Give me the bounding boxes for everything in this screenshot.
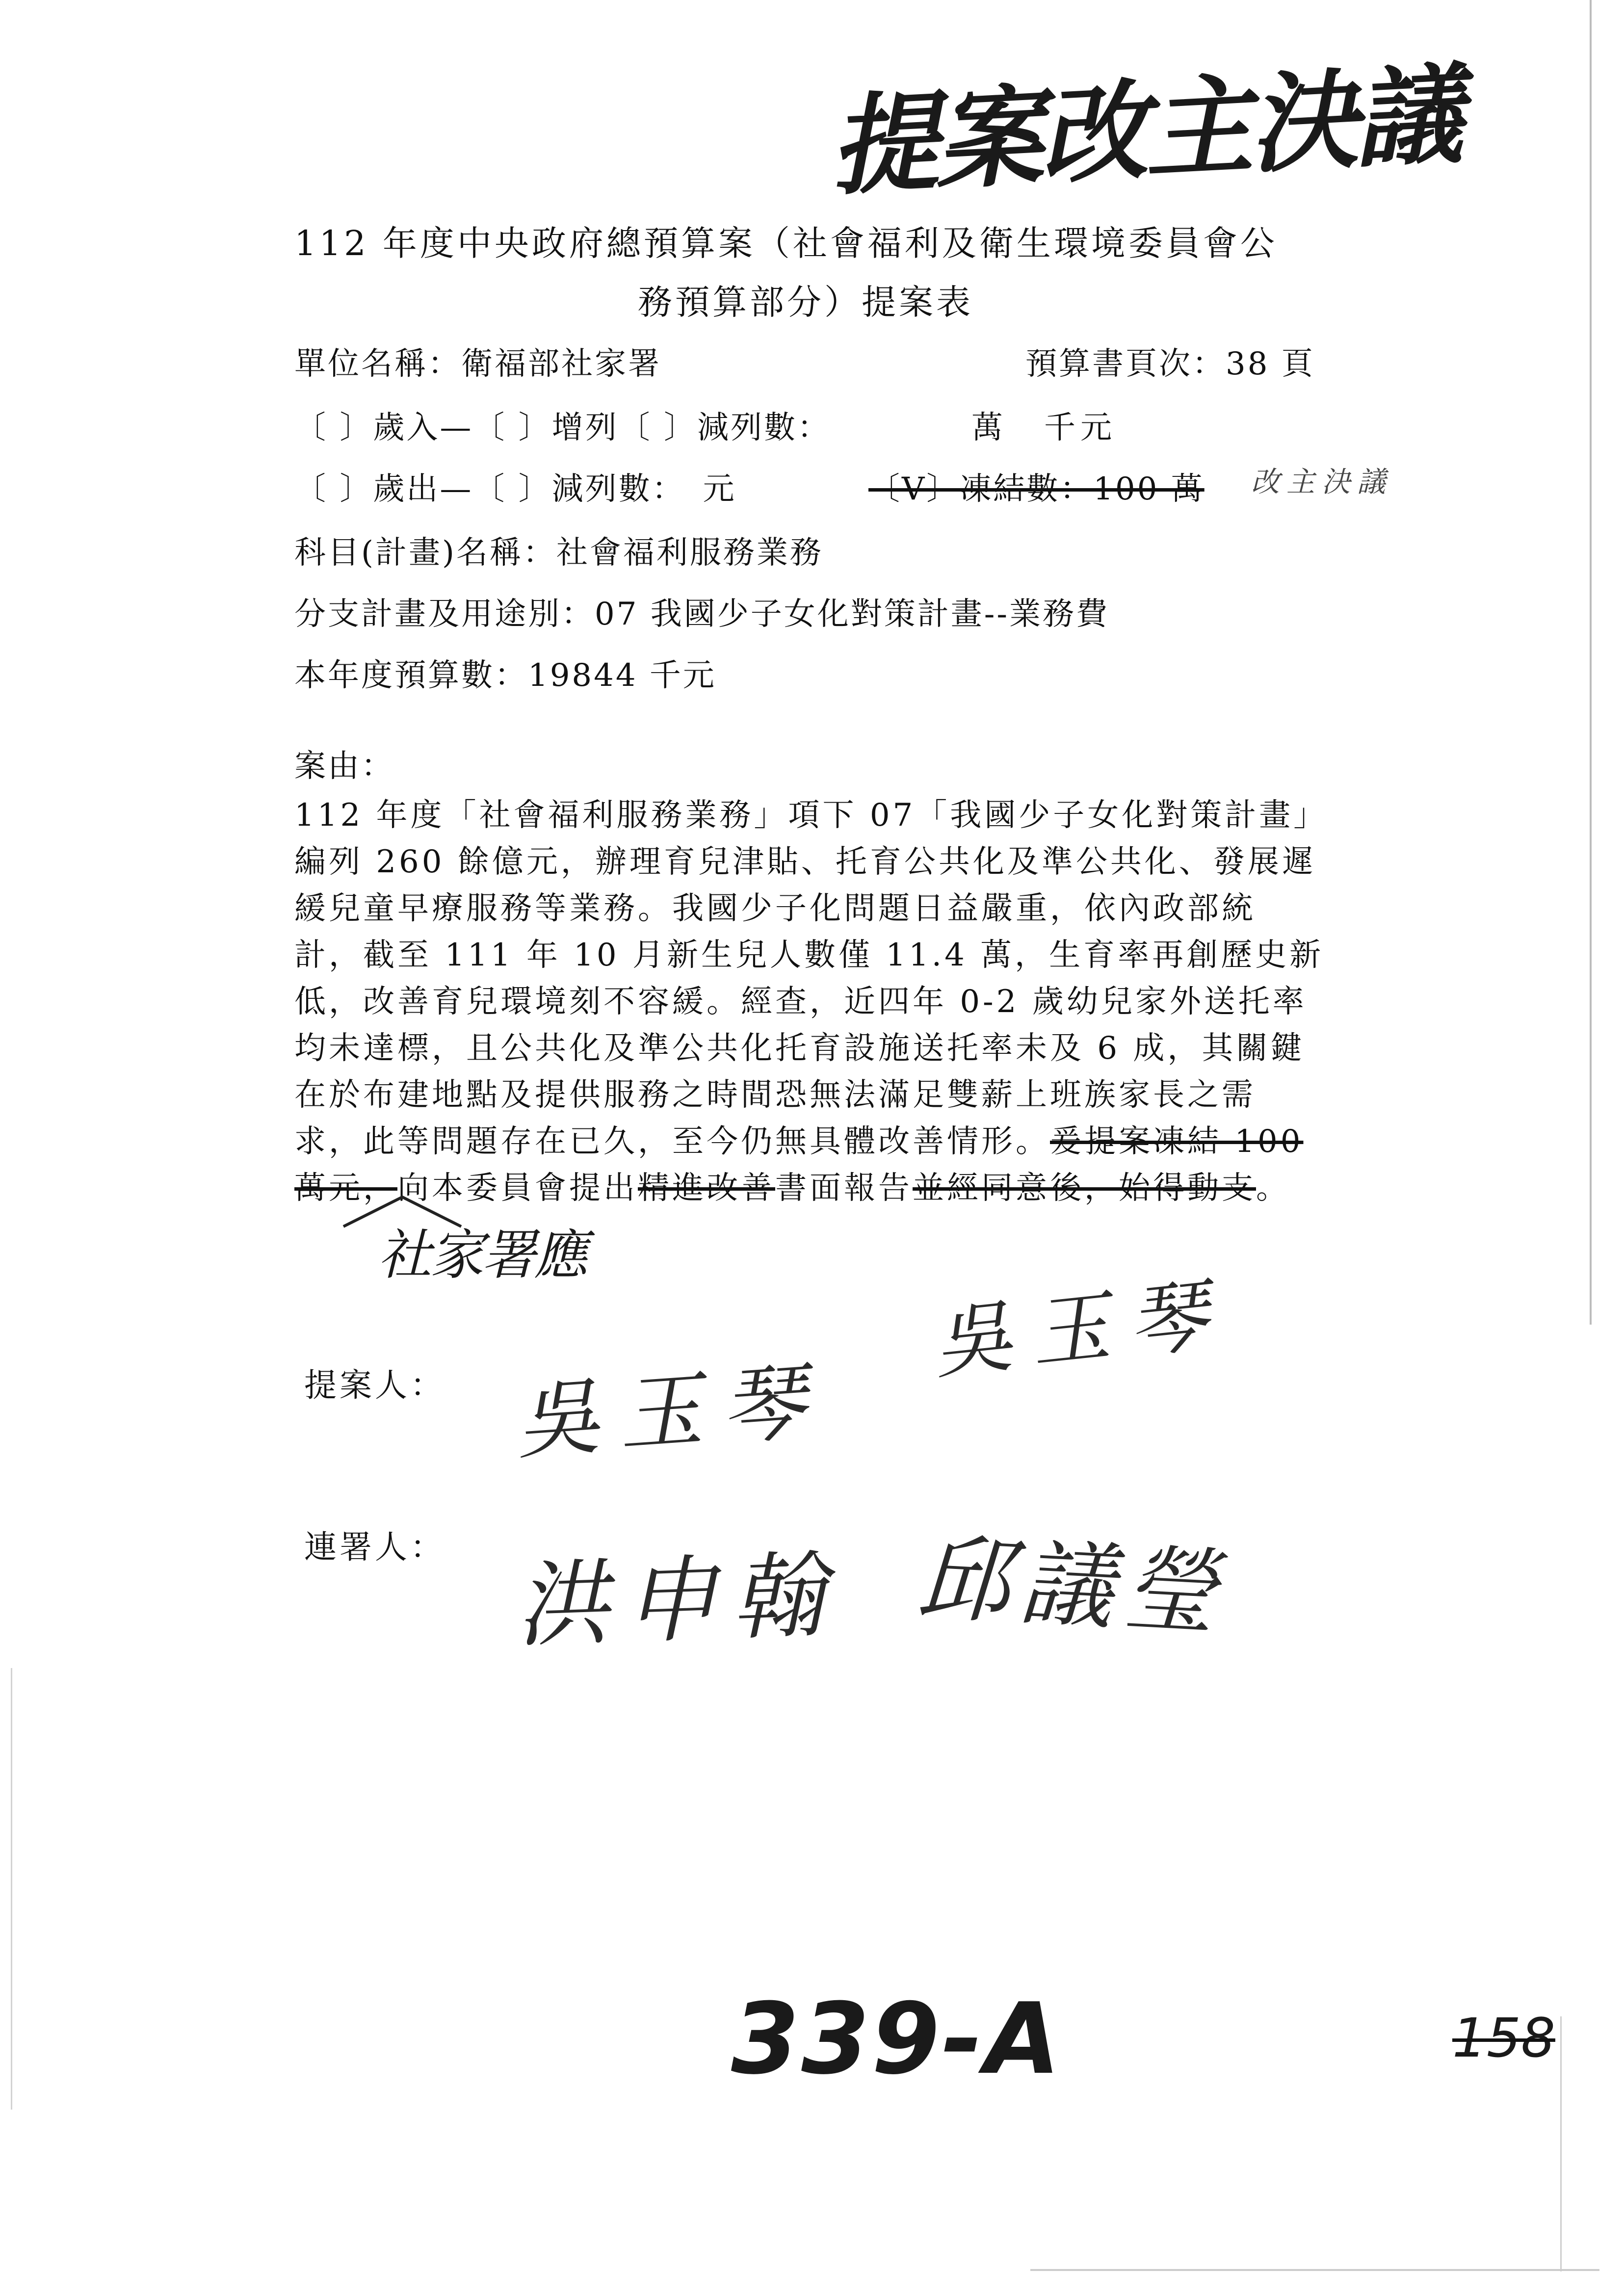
expense-freeze-struck: 〔V〕凍結數：100 萬 bbox=[868, 471, 1205, 507]
cosigner-signature: 洪申翰 bbox=[513, 1540, 841, 1661]
reason-body-line: 計，截至 111 年 10 月新生兒人數僅 11.4 萬，生育率再創歷史新 bbox=[294, 937, 1324, 973]
reason-body-line-8 bbox=[294, 1116, 1304, 1161]
proposer-signature: 吳玉琴 bbox=[512, 1353, 828, 1471]
proposer-label: 提案人： bbox=[304, 1366, 445, 1404]
page-title-line-1: 112 年度中央政府總預算案（社會福利及衛生環境委員會公 bbox=[294, 223, 1278, 263]
budget-amount: 本年度預算數：19844 千元 bbox=[294, 657, 716, 694]
subject-name: 科目(計畫)名稱：社會福利服務業務 bbox=[294, 535, 823, 571]
expense-handwritten-note: 改主決議 bbox=[1251, 465, 1393, 498]
scan-edge-line bbox=[11, 1668, 12, 2110]
cosigner-label: 連署人： bbox=[304, 1528, 445, 1566]
page-title-line-2: 務預算部分）提案表 bbox=[638, 282, 973, 322]
cosigner-signature-2: 邱議瑩 bbox=[914, 1523, 1229, 1648]
line8-struck: 爰提案凍結 100 bbox=[1050, 1123, 1304, 1160]
scan-edge-line bbox=[1590, 0, 1592, 1325]
page-number-struck: 158 bbox=[1452, 2007, 1555, 2069]
line9-plain-a: 向本委員會提出 bbox=[397, 1170, 638, 1206]
reason-heading: 案由： bbox=[294, 748, 394, 784]
reason-body-line: 編列 260 餘億元，辦理育兒津貼、托育公共化及準公共化、發展遲 bbox=[294, 844, 1316, 880]
scan-edge-line bbox=[1560, 2016, 1562, 2271]
line9-plain-b: 書面報告 bbox=[775, 1170, 913, 1206]
line9-struck-c: 並經同意後，始得動支 bbox=[913, 1170, 1256, 1206]
revenue-units: 萬 千元 bbox=[971, 410, 1117, 446]
page-code: 339-A bbox=[731, 1982, 1063, 2096]
revenue-line: 〔 〕歲入—〔 〕增列〔 〕減列數： bbox=[294, 410, 831, 446]
reason-body-line: 均未達標，且公共化及準公共化托育設施送托率未及 6 成，其關鍵 bbox=[294, 1030, 1305, 1067]
reason-body-line: 112 年度「社會福利服務業務」項下 07「我國少子女化對策計畫」 bbox=[294, 797, 1328, 834]
line9-struck-a: 萬元， bbox=[294, 1170, 397, 1206]
unit-name: 單位名稱：衛福部社家署 bbox=[294, 346, 661, 382]
reason-body-line: 緩兒童早療服務等業務。我國少子化問題日益嚴重，依內政部統 bbox=[294, 890, 1256, 927]
scan-edge-line bbox=[1030, 2269, 1599, 2271]
page-reference: 預算書頁次：38 頁 bbox=[1025, 346, 1315, 382]
line8-plain: 求，此等問題存在已久，至今仍無具體改善情形。 bbox=[294, 1123, 1050, 1160]
branch-plan: 分支計畫及用途別：07 我國少子女化對策計畫--業務費 bbox=[294, 596, 1110, 632]
handwritten-header-note: 提案改主決議 bbox=[827, 52, 1463, 210]
line9-end: 。 bbox=[1256, 1170, 1290, 1206]
handwritten-margin-note: 社家署應 bbox=[378, 1224, 586, 1286]
reason-body-line: 在於布建地點及提供服務之時間恐無法滿足雙薪上班族家長之需 bbox=[294, 1077, 1256, 1113]
reason-body-line: 低，改善育兒環境刻不容緩。經查，近四年 0-2 歲幼兒家外送托率 bbox=[294, 984, 1307, 1020]
line9-struck-b: 精進改善 bbox=[638, 1170, 775, 1206]
proposer-signature-2: 吳玉琴 bbox=[929, 1268, 1231, 1390]
expense-line: 〔 〕歲出—〔 〕減列數： 元 bbox=[294, 471, 736, 507]
